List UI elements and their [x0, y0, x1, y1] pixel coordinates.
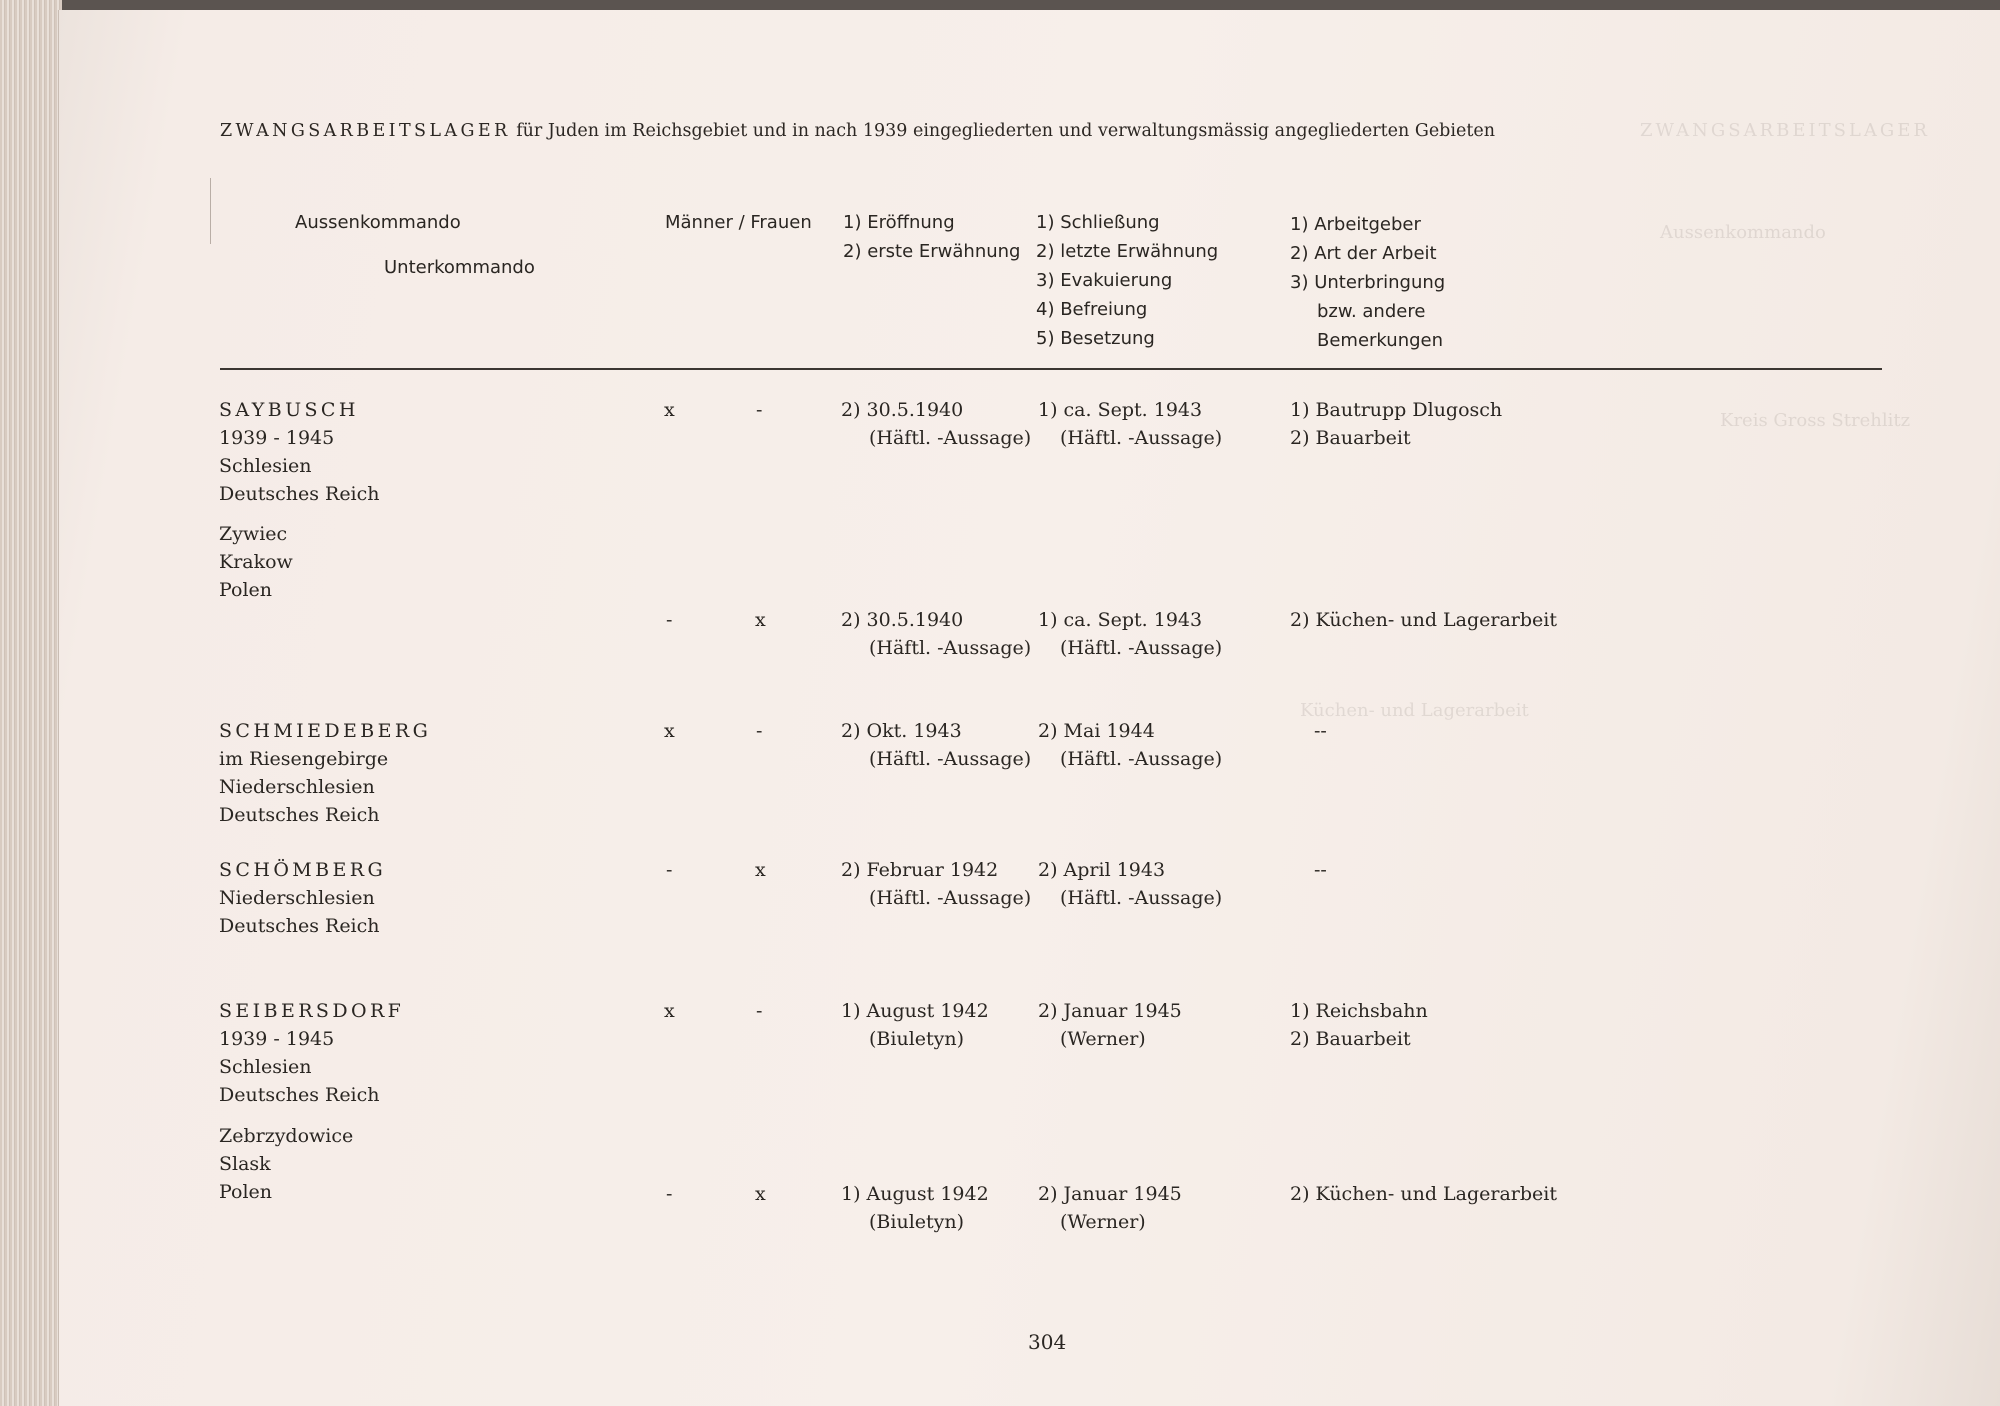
place-name-suffix: im Riesengebirge: [219, 748, 389, 770]
place-cell: [219, 856, 386, 940]
closing-cell: [1038, 856, 1222, 912]
header-line: 1) Schließung: [1036, 212, 1160, 233]
remarks-line: 1) Reichsbahn: [1290, 1000, 1428, 1022]
opening-line: 2) Okt. 1943: [841, 720, 962, 742]
place-line: Deutsches Reich: [219, 1084, 380, 1106]
opening-line: 1) August 1942: [841, 1000, 989, 1022]
place-line: Deutsches Reich: [219, 483, 380, 505]
closing-cell: [1038, 606, 1222, 662]
women-marker: -: [756, 1000, 763, 1022]
sub-place-cell: [219, 1122, 353, 1206]
place-line: Niederschlesien: [219, 887, 375, 909]
women-marker: -: [756, 399, 763, 421]
opening-line: 2) Februar 1942: [841, 859, 999, 881]
page-title: [220, 117, 1495, 145]
place-line: Polen: [219, 579, 273, 601]
remarks-line: --: [1314, 720, 1327, 742]
remarks-cell: [1290, 997, 1428, 1053]
place-line: Zebrzydowice: [219, 1125, 354, 1147]
header-line: 5) Besetzung: [1036, 328, 1155, 349]
closing-source: (Häftl. -Aussage): [1060, 637, 1223, 659]
closing-cell: [1038, 997, 1182, 1053]
opening-source: (Häftl. -Aussage): [869, 748, 1032, 770]
remarks-cell: [1290, 396, 1502, 452]
header-line: 4) Befreiung: [1036, 299, 1148, 320]
closing-cell: [1038, 717, 1222, 773]
margin-line: [210, 178, 211, 244]
men-marker: x: [664, 1000, 675, 1022]
men-marker: x: [664, 720, 675, 742]
opening-cell: [841, 606, 1031, 662]
women-marker: x: [755, 1183, 766, 1205]
opening-source: (Biuletyn): [869, 1211, 965, 1233]
men-marker: -: [666, 1183, 673, 1205]
place-cell: [219, 396, 380, 508]
header-line: 3) Unterbringung: [1290, 272, 1446, 293]
men-marker: x: [664, 399, 675, 421]
men-marker: -: [666, 859, 673, 881]
closing-line: 1) ca. Sept. 1943: [1038, 609, 1203, 631]
header-unterkommando: Unterkommando: [384, 257, 535, 278]
closing-line: 1) ca. Sept. 1943: [1038, 399, 1203, 421]
closing-source: (Werner): [1060, 1028, 1146, 1050]
place-line: Zywiec: [219, 523, 288, 545]
header-line: 2) Art der Arbeit: [1290, 243, 1437, 264]
page-edges: [0, 0, 62, 1406]
title-rest: für Juden im Reichsgebiet und in nach 1939 eingegliederten und verwaltungsmässig angegliederten Gebieten: [516, 121, 1495, 141]
place-cell: [219, 717, 431, 829]
closing-source: (Häftl. -Aussage): [1060, 748, 1223, 770]
place-line: Krakow: [219, 551, 293, 573]
opening-source: (Biuletyn): [869, 1028, 965, 1050]
header-line: 2) letzte Erwähnung: [1036, 241, 1219, 262]
place-name: SCHMIEDEBERG: [219, 720, 432, 742]
header-maenner-frauen: Männer / Frauen: [665, 212, 812, 233]
opening-source: (Häftl. -Aussage): [869, 887, 1032, 909]
opening-cell: [841, 1180, 989, 1236]
closing-cell: [1038, 1180, 1182, 1236]
opening-line: 1) August 1942: [841, 1183, 989, 1205]
opening-cell: [841, 717, 1031, 773]
page-number: 304: [1028, 1330, 1067, 1354]
men-marker: -: [666, 609, 673, 631]
bleed-through-text: ZWANGSARBEITSLAGER: [1640, 120, 1930, 141]
closing-source: (Häftl. -Aussage): [1060, 887, 1223, 909]
header-line: bzw. andere: [1317, 301, 1426, 322]
bleed-through-text: Aussenkommando: [1660, 222, 1826, 243]
sub-place-cell: [219, 520, 293, 604]
place-cell: [219, 997, 404, 1109]
header-line: Bemerkungen: [1317, 330, 1444, 351]
opening-cell: [841, 396, 1031, 452]
place-name: SAYBUSCH: [219, 399, 359, 421]
opening-cell: [841, 997, 989, 1053]
header-arbeitgeber: [1290, 210, 1445, 355]
place-line: Schlesien: [219, 1056, 312, 1078]
remarks-line: 2) Bauarbeit: [1290, 1028, 1411, 1050]
women-marker: x: [755, 859, 766, 881]
closing-line: 2) Januar 1945: [1038, 1183, 1182, 1205]
place-name: SCHÖMBERG: [219, 859, 387, 881]
place-line: Schlesien: [219, 455, 312, 477]
header-schliessung: [1036, 208, 1218, 353]
opening-line: 2) 30.5.1940: [841, 609, 964, 631]
women-marker: x: [755, 609, 766, 631]
header-line: 1) Arbeitgeber: [1290, 214, 1421, 235]
place-line: 1939 - 1945: [219, 1028, 335, 1050]
opening-source: (Häftl. -Aussage): [869, 637, 1032, 659]
closing-line: 2) Januar 1945: [1038, 1000, 1182, 1022]
place-line: Polen: [219, 1181, 273, 1203]
header-line: 2) erste Erwähnung: [843, 241, 1021, 262]
header-aussenkommando: Aussenkommando: [295, 212, 461, 233]
women-marker: -: [756, 720, 763, 742]
header-line: 1) Eröffnung: [843, 212, 955, 233]
remarks-line: --: [1314, 859, 1327, 881]
remarks-line: 2) Bauarbeit: [1290, 427, 1411, 449]
header-rule: [220, 368, 1882, 370]
remarks-line: 1) Bautrupp Dlugosch: [1290, 399, 1503, 421]
opening-source: (Häftl. -Aussage): [869, 427, 1032, 449]
remarks-line: 2) Küchen- und Lagerarbeit: [1290, 1183, 1558, 1205]
place-line: Slask: [219, 1153, 271, 1175]
opening-line: 2) 30.5.1940: [841, 399, 964, 421]
closing-source: (Häftl. -Aussage): [1060, 427, 1223, 449]
bleed-through-text: Kreis Gross Strehlitz: [1720, 410, 1911, 431]
place-line: Deutsches Reich: [219, 804, 380, 826]
closing-line: 2) Mai 1944: [1038, 720, 1155, 742]
opening-cell: [841, 856, 1031, 912]
bleed-through-text: Küchen- und Lagerarbeit: [1300, 700, 1529, 721]
closing-source: (Werner): [1060, 1211, 1146, 1233]
remarks-line: 2) Küchen- und Lagerarbeit: [1290, 609, 1558, 631]
title-lead: ZWANGSARBEITSLAGER: [220, 121, 511, 141]
closing-cell: [1038, 396, 1222, 452]
header-line: 3) Evakuierung: [1036, 270, 1173, 291]
place-name: SEIBERSDORF: [219, 1000, 405, 1022]
closing-line: 2) April 1943: [1038, 859, 1166, 881]
place-line: 1939 - 1945: [219, 427, 335, 449]
header-eroeffnung: [843, 208, 1021, 266]
place-line: Deutsches Reich: [219, 915, 380, 937]
place-line: Niederschlesien: [219, 776, 375, 798]
